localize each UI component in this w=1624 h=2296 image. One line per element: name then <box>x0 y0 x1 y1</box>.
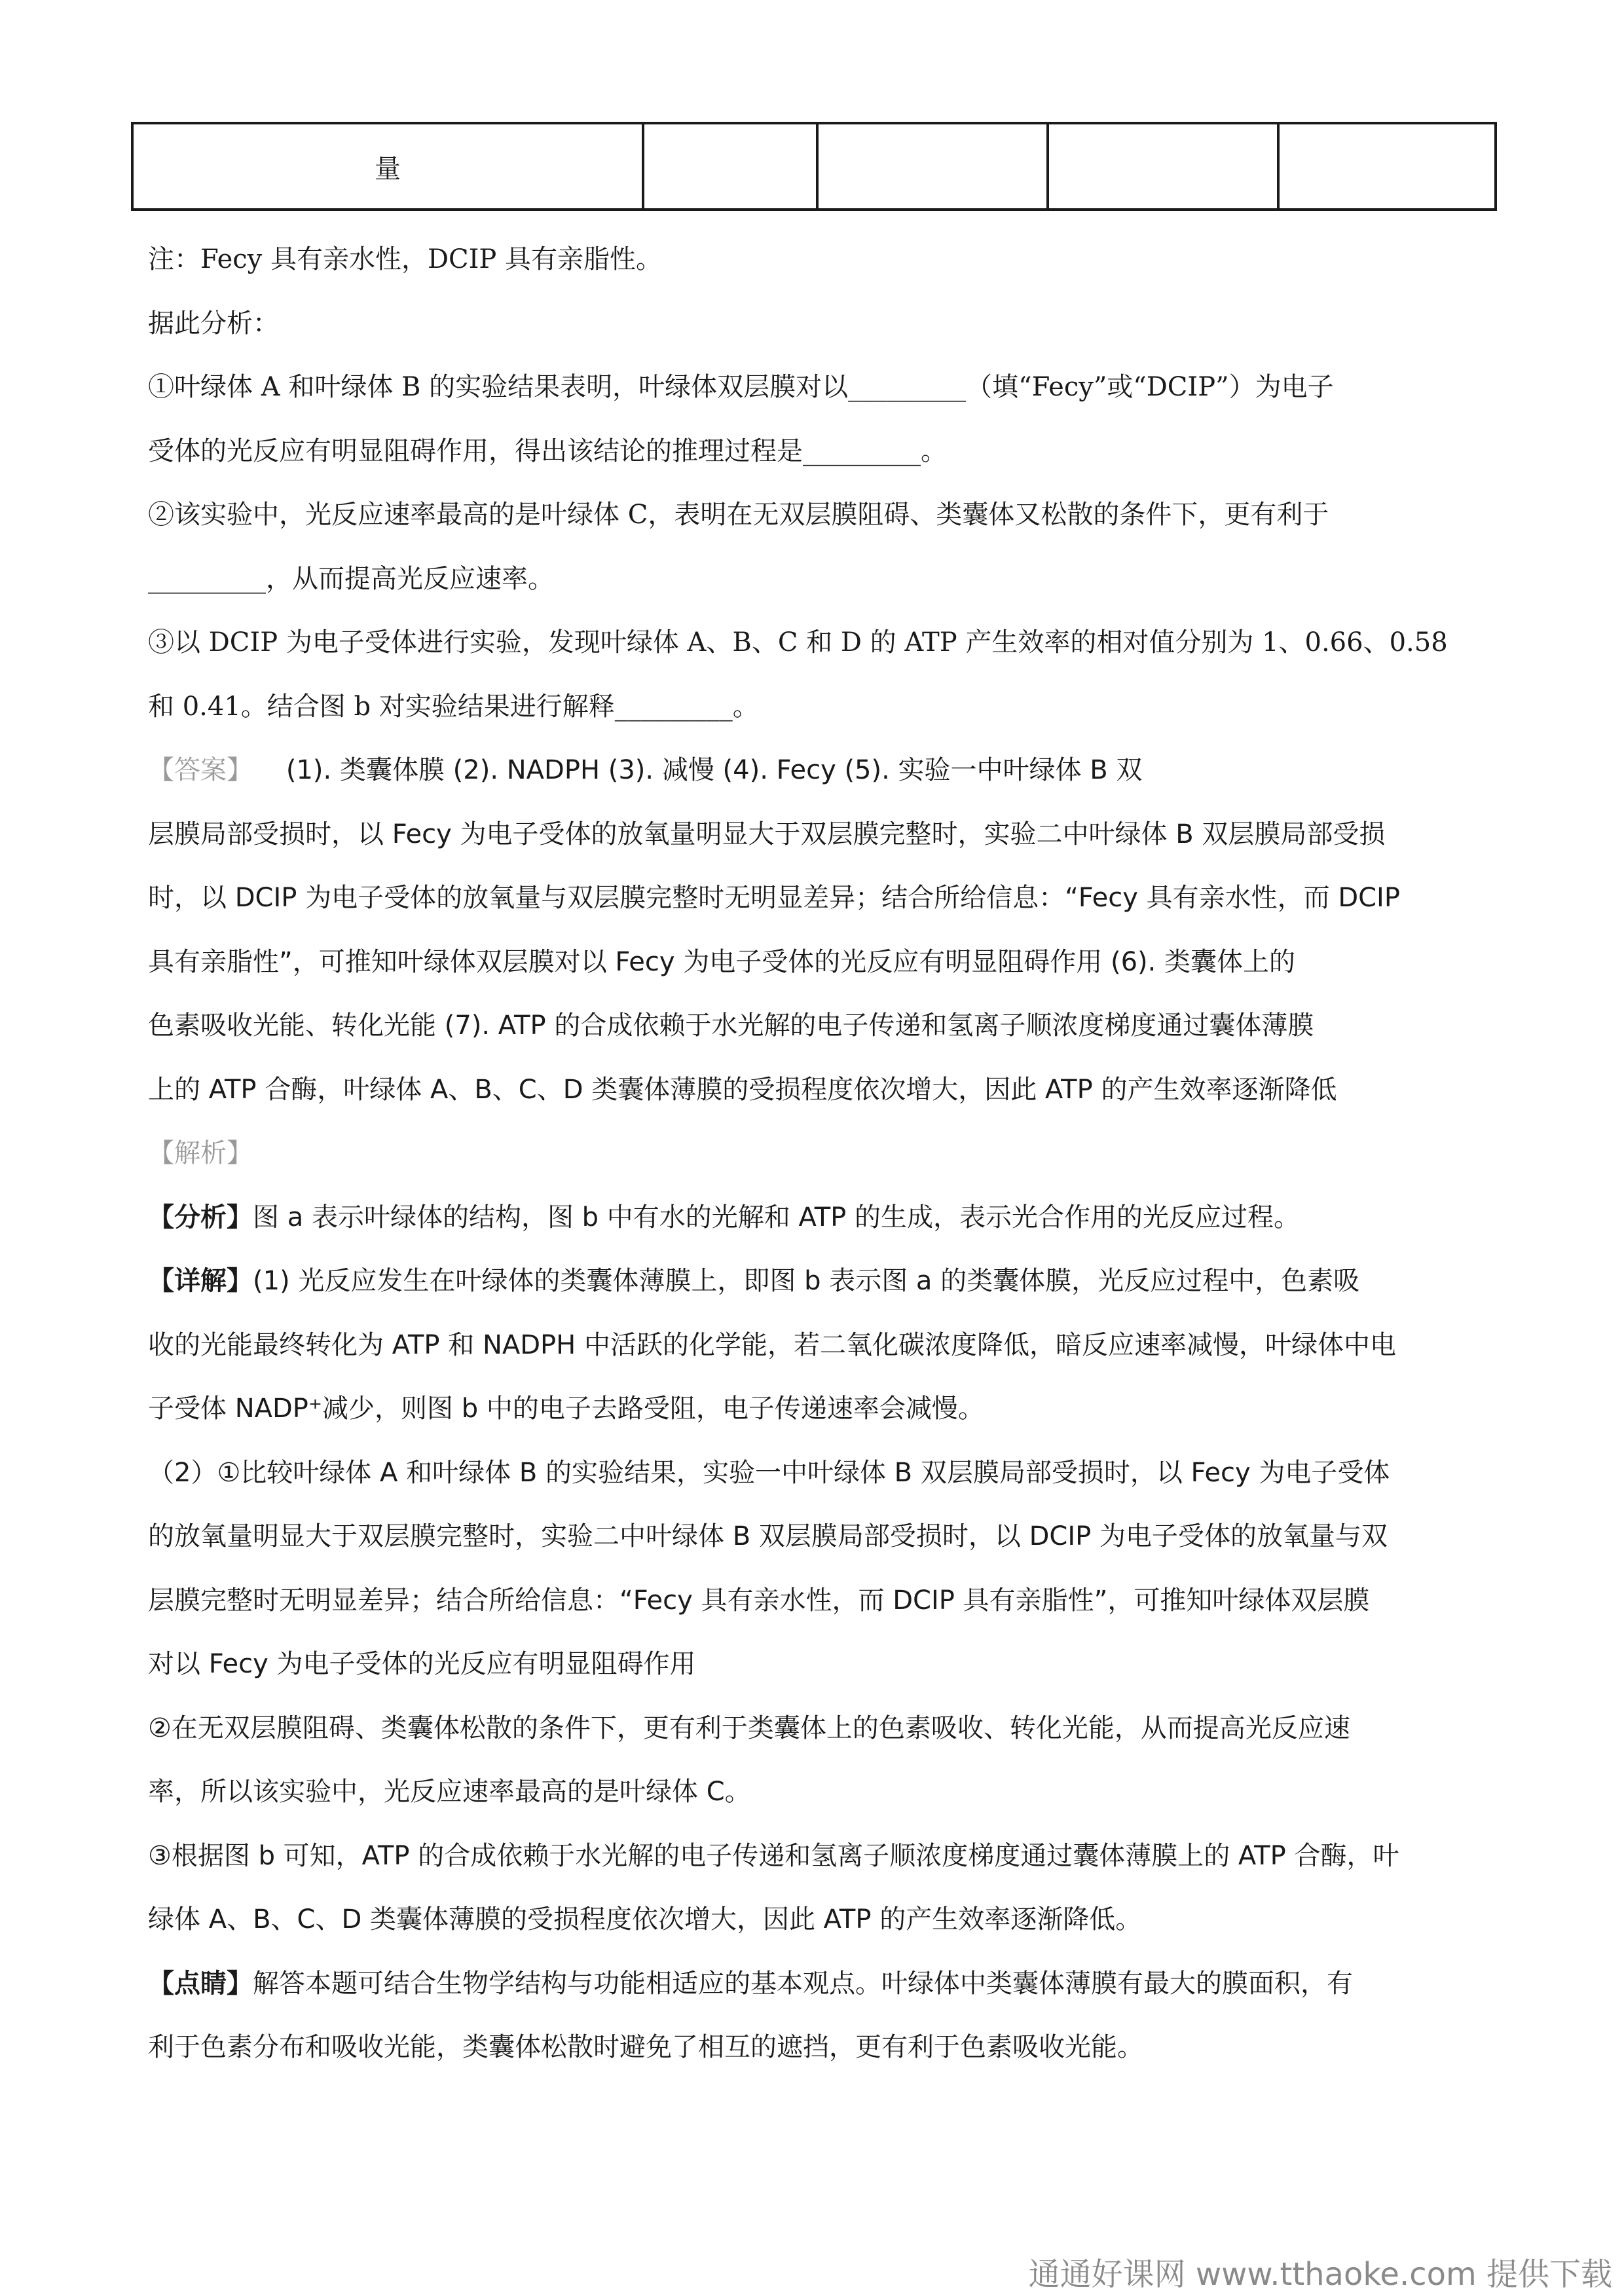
document-body <box>148 228 1486 2080</box>
fenxi-text: 图 a 表示叶绿体的结构，图 b 中有水的光解和 ATP 的生成，表示光合作用的光反应过程。 <box>253 1202 1301 1232</box>
table-cell <box>1048 123 1278 210</box>
answer-section <box>148 739 1486 1122</box>
xiangjie-line: ③根据图 b 可知，ATP 的合成依赖于水光解的电子传递和氢离子顺浓度梯度通过囊体薄膜上的 ATP 合酶，叶 <box>148 1840 1399 1871</box>
dianjing-line-1 <box>148 1952 1486 2016</box>
xiangjie-tag: 【详解】 <box>148 1266 253 1296</box>
text-line: 受体的光反应有明显阻碍作用，得出该结论的推理过程是_________。 <box>148 435 947 466</box>
data-table-continued <box>131 122 1497 211</box>
dianjing-tag: 【点睛】 <box>148 1968 253 1999</box>
text-line: 据此分析： <box>148 308 279 339</box>
xiangjie-text: (1) 光反应发生在叶绿体的类囊体薄膜上，即图 b 表示图 a 的类囊体膜，光反应过程中，色素吸 <box>253 1266 1360 1296</box>
xiangjie-line: （2）①比较叶绿体 A 和叶绿体 B 的实验结果，实验一中叶绿体 B 双层膜局部受损时，以 Fecy 为电子受体 <box>148 1457 1390 1488</box>
text-line: 和 0.41。结合图 b 对实验结果进行解释_________。 <box>148 691 759 722</box>
analysis-tag: 【解析】 <box>148 1138 253 1168</box>
table-row <box>132 123 1496 210</box>
xiangjie-line: 对以 Fecy 为电子受体的光反应有明显阻碍作用 <box>148 1649 696 1679</box>
text-line: ②该实验中，光反应速率最高的是叶绿体 C，表明在无双层膜阻碍、类囊体又松散的条件下，更有利于 <box>148 500 1329 530</box>
text-line: _________，从而提高光反应速率。 <box>148 563 554 594</box>
xiangjie-line: 率，所以该实验中，光反应速率最高的是叶绿体 C。 <box>148 1777 751 1807</box>
xiangjie-line: 绿体 A、B、C、D 类囊体薄膜的受损程度依次增大，因此 ATP 的产生效率逐渐降低。 <box>148 1904 1142 1935</box>
text-line: ③以 DCIP 为电子受体进行实验，发现叶绿体 A、B、C 和 D 的 ATP 产生效率的相对值分别为 1、0.66、0.58 <box>148 627 1448 657</box>
answer-line: 上的 ATP 合酶，叶绿体 A、B、C、D 类囊体薄膜的受损程度依次增大，因此 ATP 的产生效率逐渐降低 <box>148 1074 1337 1105</box>
xiangjie-line: 的放氧量明显大于双层膜完整时，实验二中叶绿体 B 双层膜局部受损时，以 DCIP 为电子受体的放氧量与双 <box>148 1521 1388 1551</box>
analysis-section <box>148 1122 1486 2080</box>
footer-watermark: 通通好课网 www.tthaoke.com 提供下载 <box>1028 2256 1612 2293</box>
text-line: ①叶绿体 A 和叶绿体 B 的实验结果表明，叶绿体双层膜对以_________（填“Fecy”或“DCIP”）为电子 <box>148 372 1334 402</box>
answer-line-1 <box>148 739 1486 803</box>
answer-text: (1). 类囊体膜 (2). NADPH (3). 减慢 (4). Fecy (5). 实验一中叶绿体 B 双 <box>286 755 1143 785</box>
table-cell <box>817 123 1048 210</box>
xiangjie-line: ②在无双层膜阻碍、类囊体松散的条件下，更有利于类囊体上的色素吸收、转化光能，从而提高光反应速 <box>148 1713 1350 1743</box>
table-cell <box>1278 123 1496 210</box>
table-cell <box>643 123 817 210</box>
answer-line: 层膜局部受损时，以 Fecy 为电子受体的放氧量明显大于双层膜完整时，实验二中叶绿体 B 双层膜局部受损 <box>148 819 1386 849</box>
answer-line: 时，以 DCIP 为电子受体的放氧量与双层膜完整时无明显差异；结合所给信息：“Fecy 具有亲水性，而 DCIP <box>148 883 1400 913</box>
answer-line: 色素吸收光能、转化光能 (7). ATP 的合成依赖于水光解的电子传递和氢离子顺浓度梯度通过囊体薄膜 <box>148 1010 1314 1041</box>
xiangjie-line: 层膜完整时无明显差异；结合所给信息：“Fecy 具有亲水性，而 DCIP 具有亲脂性”，可推知叶绿体双层膜 <box>148 1585 1370 1616</box>
fenxi-tag: 【分析】 <box>148 1202 253 1232</box>
table-cell: 量 <box>132 123 643 210</box>
text-line: 注：Fecy 具有亲水性，DCIP 具有亲脂性。 <box>148 244 663 274</box>
dianjing-text: 解答本题可结合生物学结构与功能相适应的基本观点。叶绿体中类囊体薄膜有最大的膜面积，有 <box>253 1968 1353 1999</box>
xiangjie-line-1 <box>148 1250 1486 1314</box>
answer-tag: 【答案】 <box>148 755 253 785</box>
xiangjie-line: 收的光能最终转化为 ATP 和 NADPH 中活跃的化学能，若二氧化碳浓度降低，暗反应速率减慢，叶绿体中电 <box>148 1329 1396 1360</box>
xiangjie-line: 子受体 NADP⁺减少，则图 b 中的电子去路受阻，电子传递速率会减慢。 <box>148 1394 984 1424</box>
answer-line: 具有亲脂性”，可推知叶绿体双层膜对以 Fecy 为电子受体的光反应有明显阻碍作用 (6). 类囊体上的 <box>148 946 1296 977</box>
fenxi-line <box>148 1186 1486 1250</box>
question-text <box>148 228 1486 739</box>
dianjing-line: 利于色素分布和吸收光能，类囊体松散时避免了相互的遮挡，更有利于色素吸收光能。 <box>148 2032 1143 2062</box>
